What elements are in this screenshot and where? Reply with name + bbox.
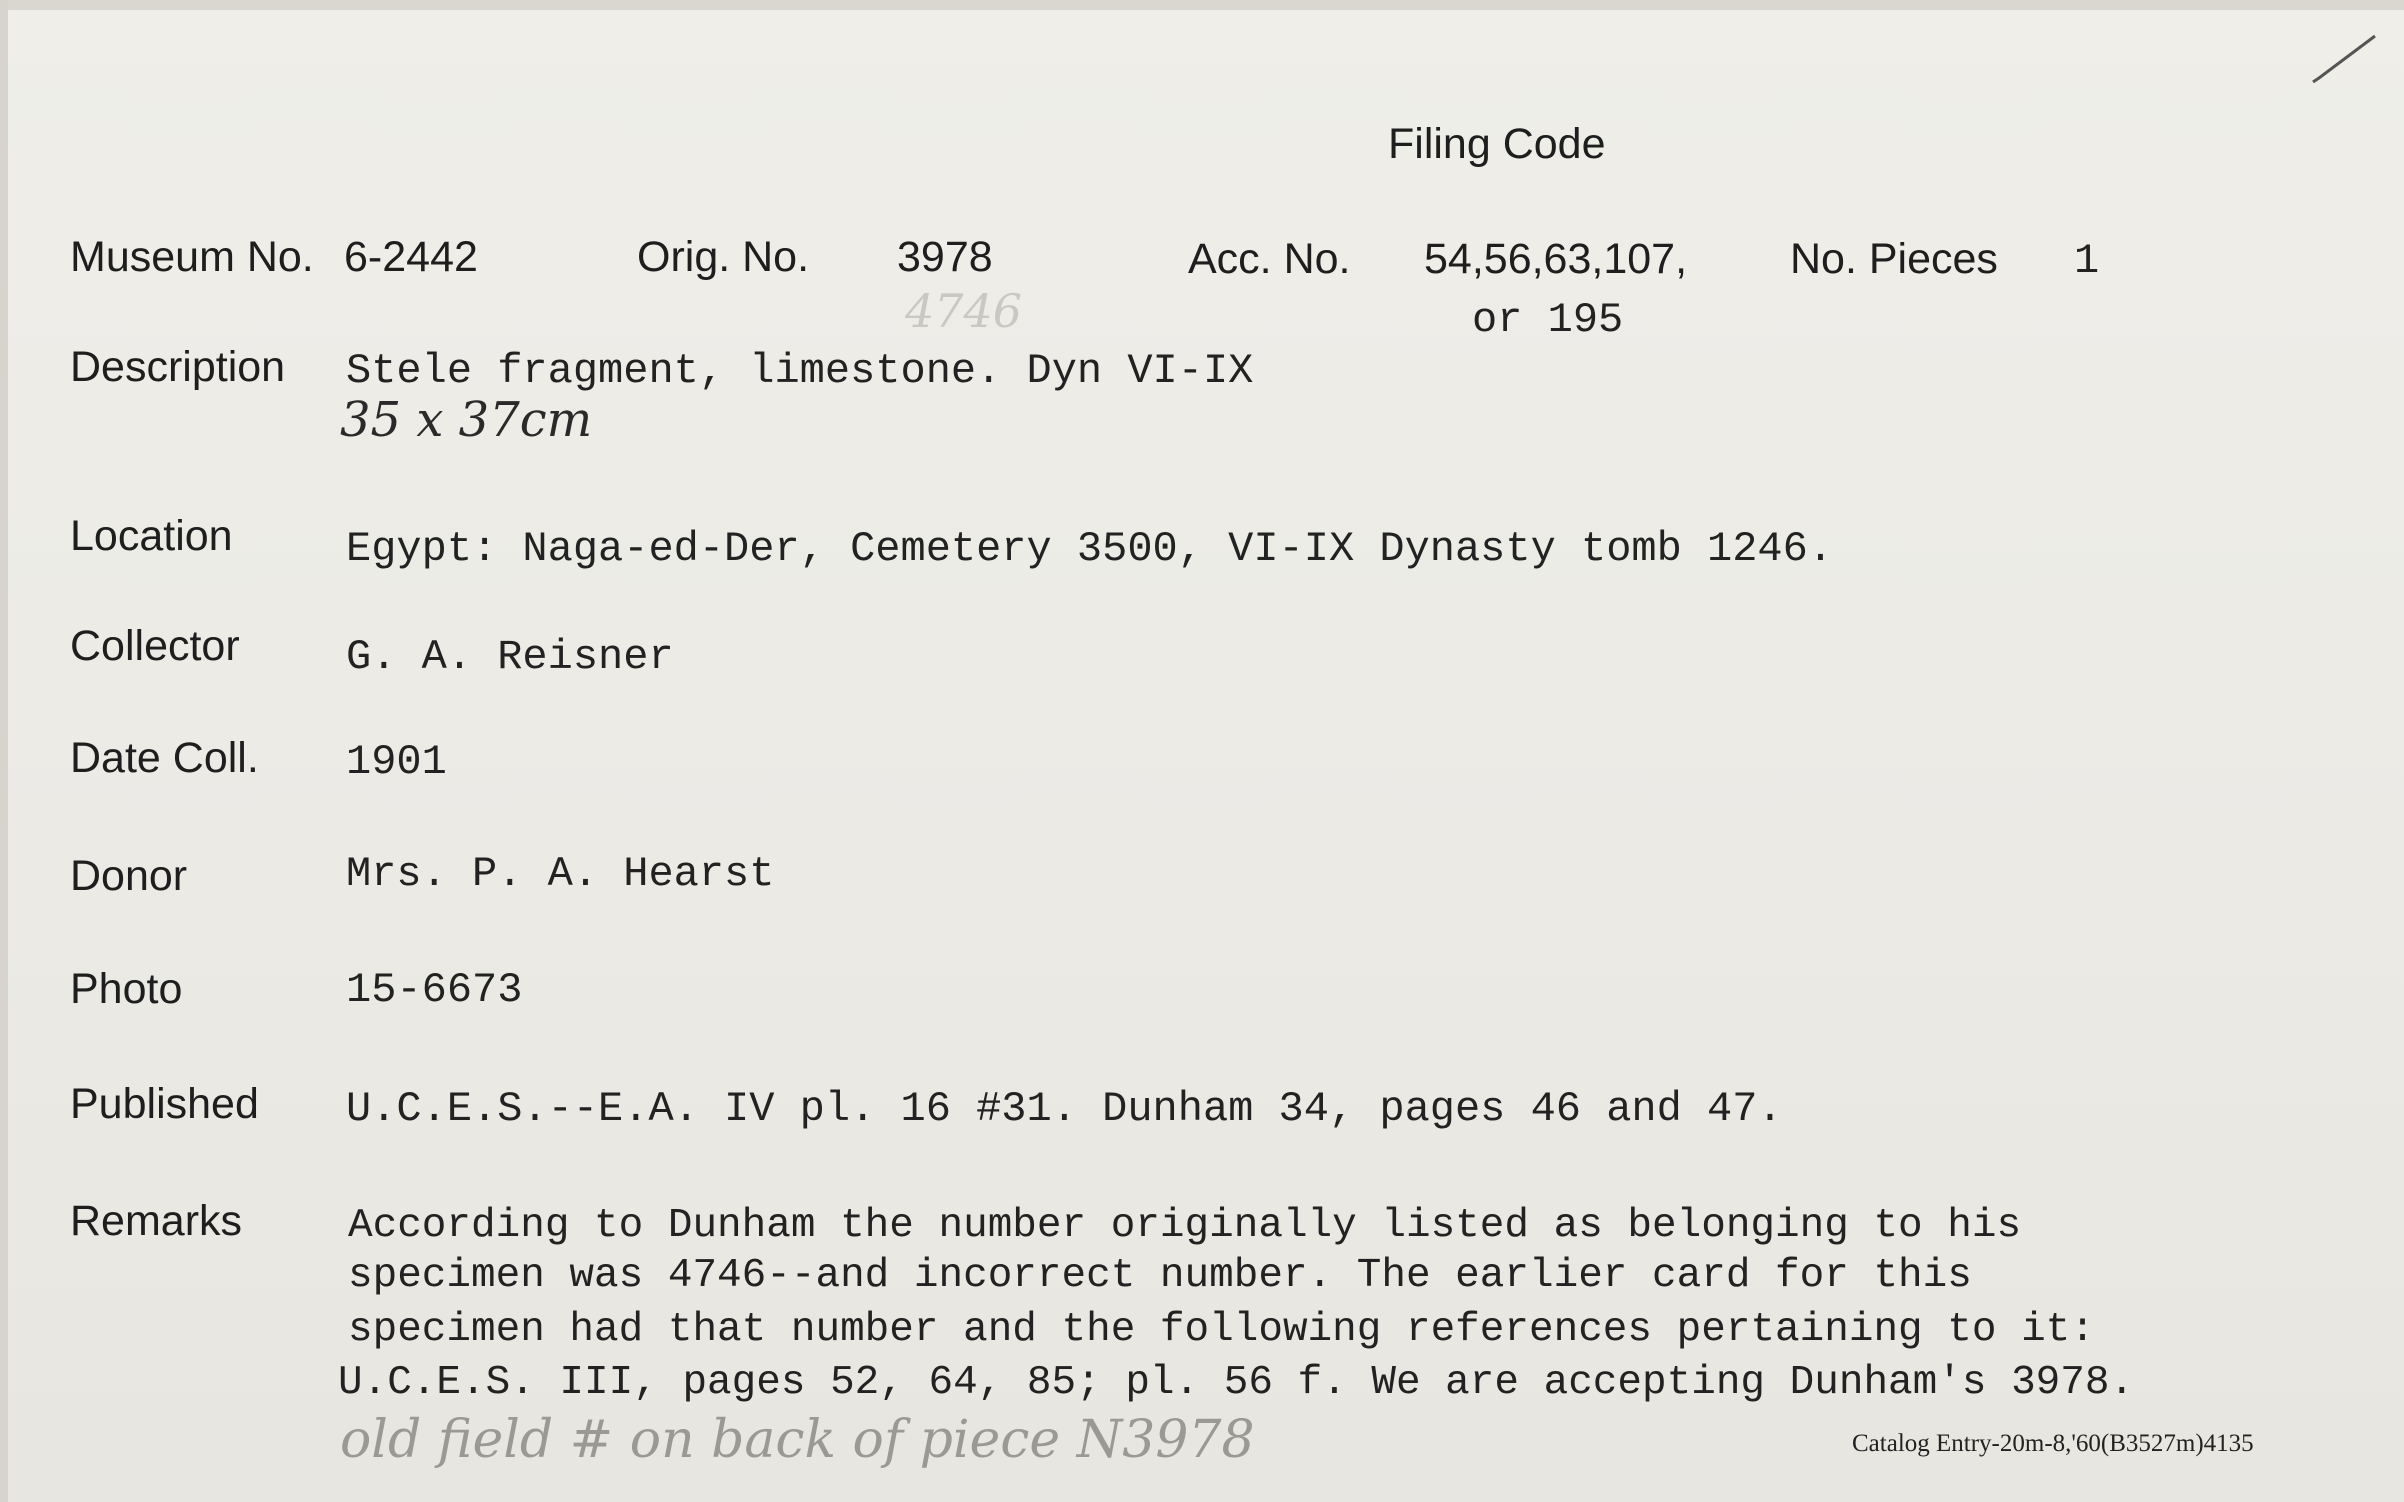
photo-label: Photo (70, 965, 183, 1013)
description-value: Stele fragment, limestone. Dyn VI-IX (346, 347, 1254, 395)
orig-no-pencil-note: 4746 (905, 284, 1023, 338)
remarks-label: Remarks (70, 1197, 243, 1245)
date-coll-value: 1901 (346, 738, 447, 786)
remarks-line-1: According to Dunham the number originally listed as belonging to his (348, 1203, 2022, 1249)
location-label: Location (70, 512, 233, 560)
catalog-entry-footer: Catalog Entry-20m-8,'60(B3527m)4135 (1852, 1430, 2254, 1457)
description-label: Description (70, 343, 286, 391)
date-coll-label: Date Coll. (70, 734, 259, 782)
remarks-line-4: U.C.E.S. III, pages 52, 64, 85; pl. 56 f. We are accepting Dunham's 3978. (338, 1360, 2135, 1406)
remarks-line-3: specimen had that number and the following references pertaining to it: (348, 1307, 2095, 1353)
card-left-edge (0, 0, 8, 1502)
no-pieces-label: No. Pieces (1790, 235, 1998, 283)
no-pieces-value: 1 (2074, 237, 2100, 285)
collector-value: G. A. Reisner (346, 633, 674, 681)
description-dimensions: 35 x 37cm (340, 392, 593, 448)
remarks-line-2: specimen was 4746--and incorrect number. The earlier card for this (348, 1253, 1972, 1299)
orig-no-value: 3978 (897, 233, 993, 281)
photo-value: 15-6673 (346, 966, 523, 1014)
published-label: Published (70, 1080, 259, 1128)
acc-no-label: Acc. No. (1188, 235, 1351, 283)
orig-no-label: Orig. No. (637, 233, 810, 281)
acc-no-value-alt: or 195 (1472, 296, 1624, 344)
handwritten-field-note: old field # on back of piece N3978 (340, 1410, 1255, 1470)
location-value: Egypt: Naga-ed-Der, Cemetery 3500, VI-IX Dynasty tomb 1246. (346, 525, 1834, 573)
acc-no-value: 54,56,63,107, (1424, 235, 1688, 283)
card-top-edge (0, 0, 2404, 10)
filing-code-label: Filing Code (1388, 120, 1606, 168)
donor-value: Mrs. P. A. Hearst (346, 850, 775, 898)
published-value: U.C.E.S.--E.A. IV pl. 16 #31. Dunham 34, pages 46 and 47. (346, 1085, 1783, 1133)
museum-no-value: 6-2442 (344, 233, 478, 281)
donor-label: Donor (70, 852, 188, 900)
collector-label: Collector (70, 622, 240, 670)
museum-no-label: Museum No. (70, 233, 314, 281)
checkmark-icon (2305, 30, 2385, 90)
